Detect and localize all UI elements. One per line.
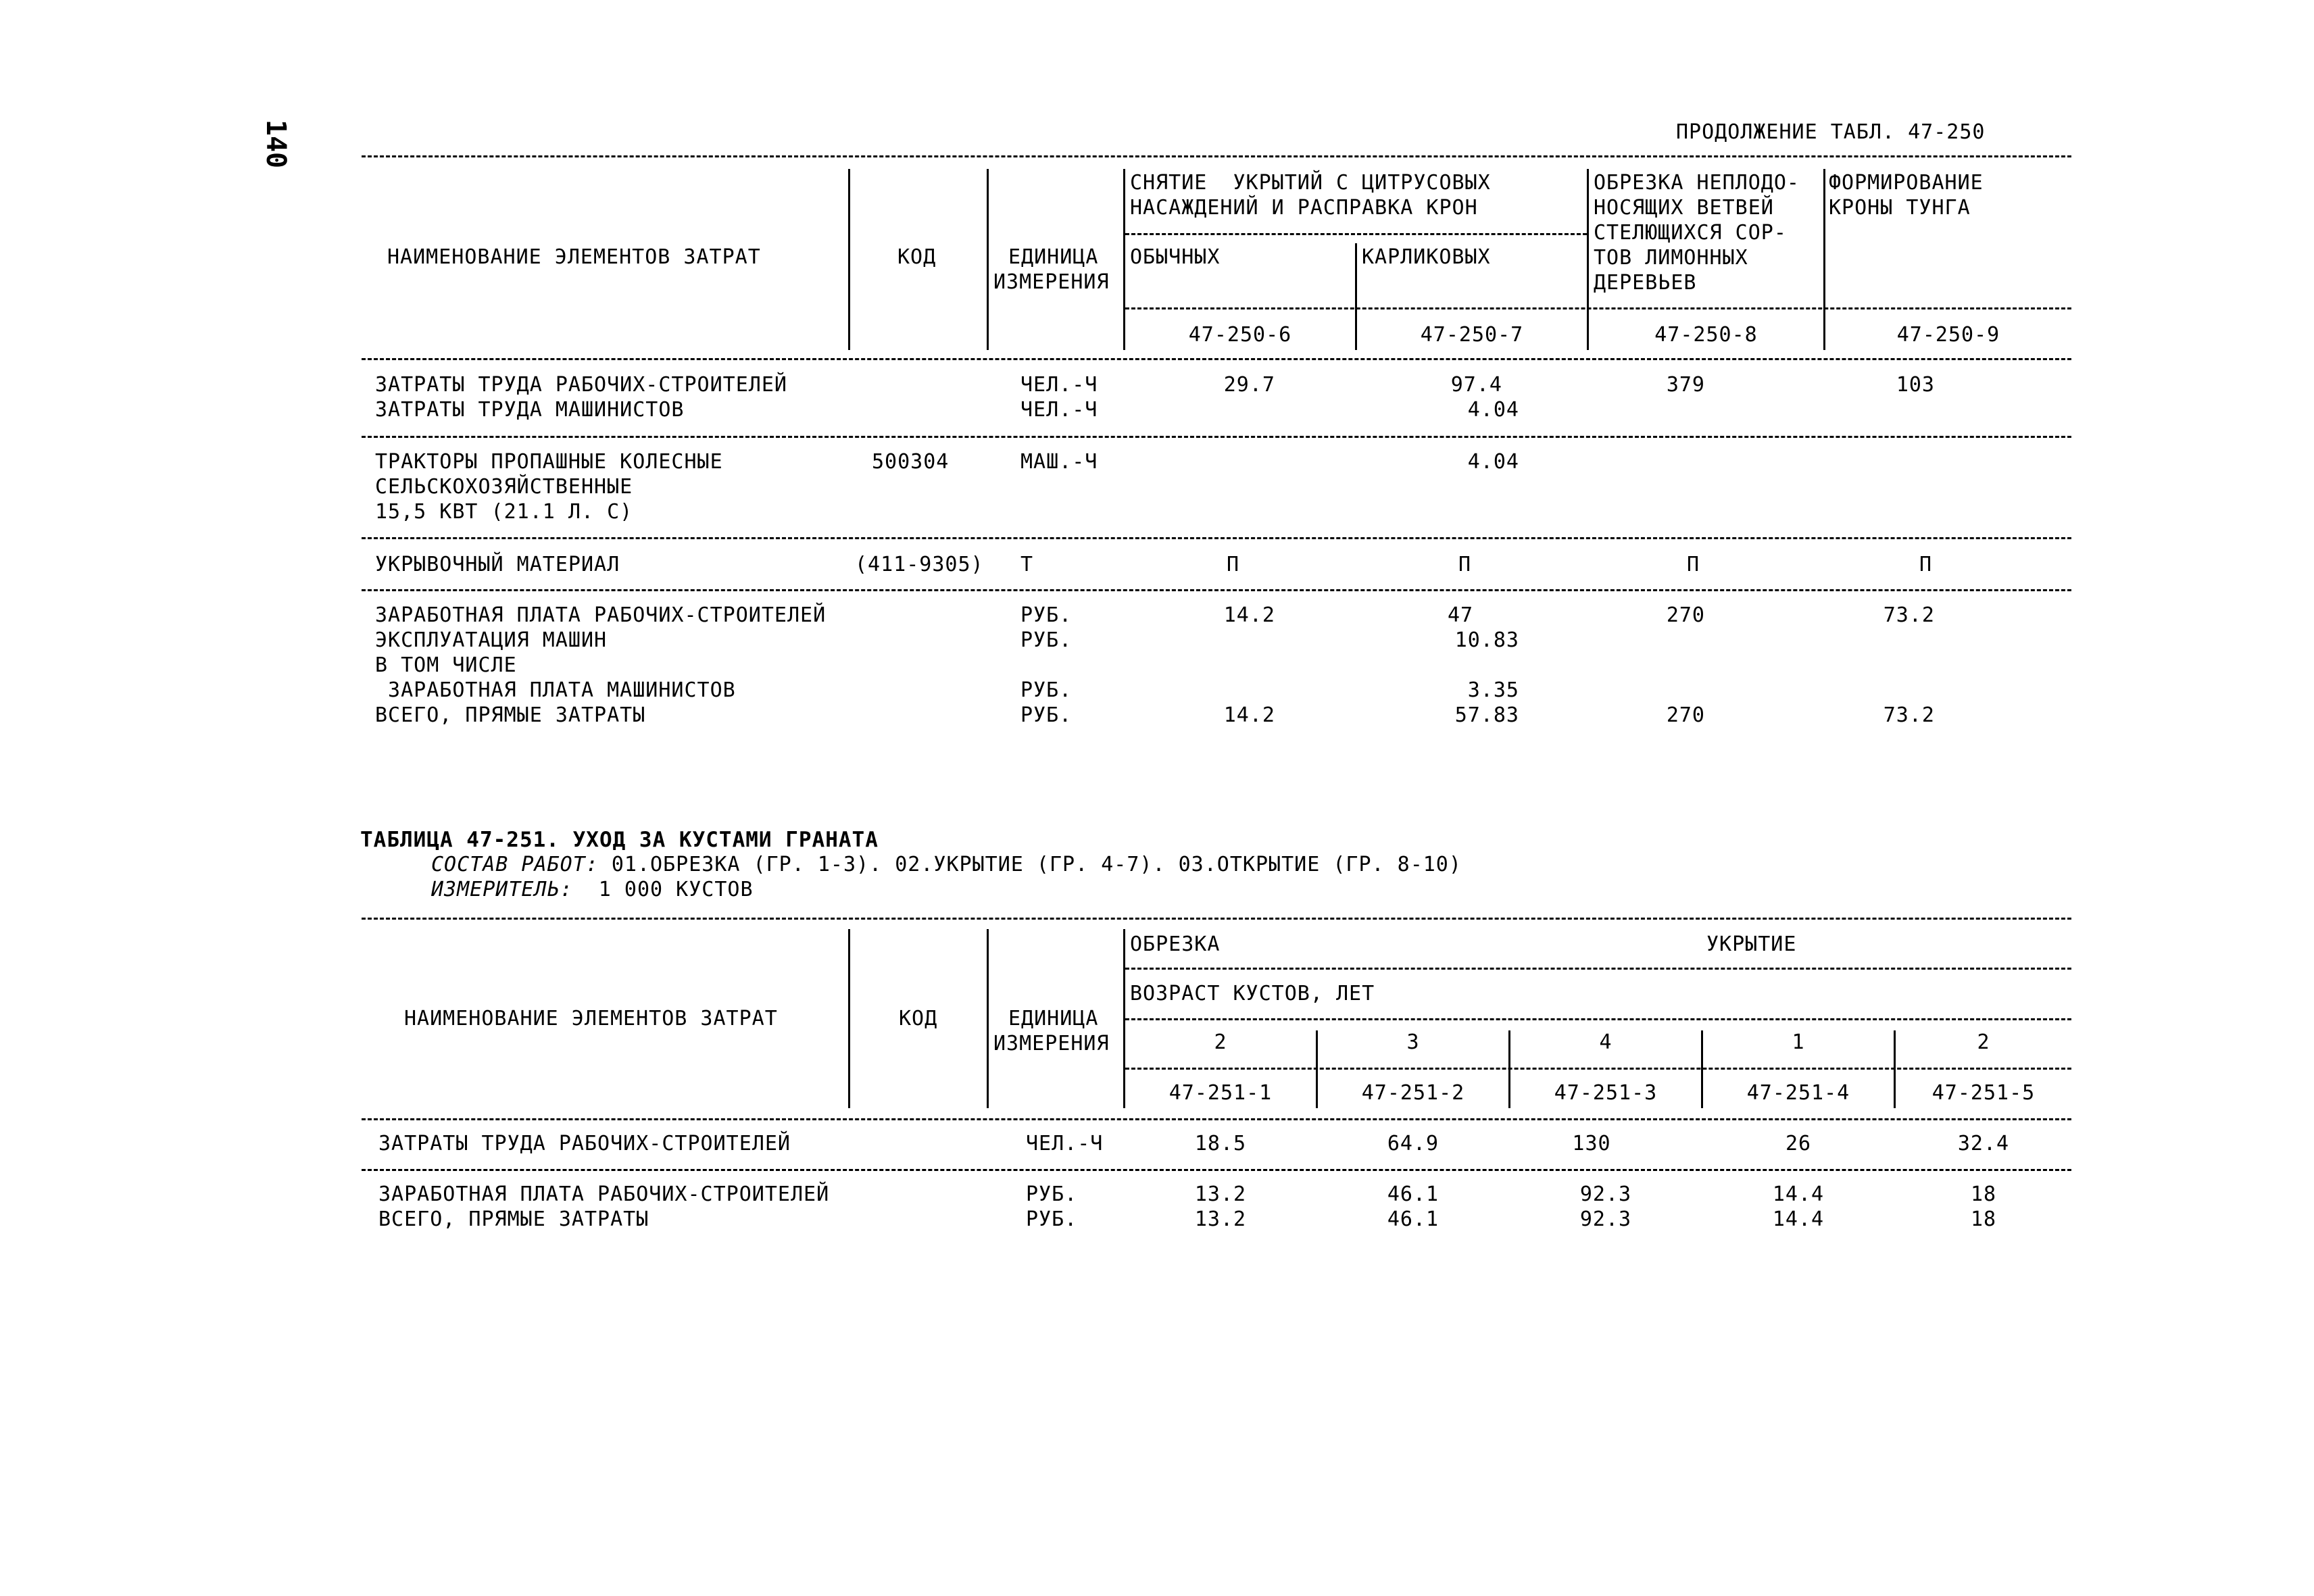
table1-group-header: ДЕРЕВЬЕВ xyxy=(1594,271,1697,295)
row-value: 18.5 xyxy=(1194,1132,1247,1155)
row-value: 92.3 xyxy=(1579,1182,1632,1206)
row-value: 130 xyxy=(1572,1132,1611,1155)
row-name: 15,5 КВТ (21.1 Л. С) xyxy=(375,500,633,524)
table2-age: 1 xyxy=(1792,1030,1805,1054)
table2-header-divider xyxy=(987,929,989,1108)
row-unit: РУБ. xyxy=(1020,628,1073,652)
table2-composition xyxy=(431,853,1462,877)
row-value: 32.4 xyxy=(1957,1132,2010,1155)
row-value: 3.35 xyxy=(1467,678,1519,702)
table2-row-rule xyxy=(362,1169,2071,1171)
row-value: 73.2 xyxy=(1883,703,1935,727)
row-value: 14.2 xyxy=(1223,603,1275,627)
table2-header-rule xyxy=(1125,1068,2071,1070)
table1-column-code: 47-250-7 xyxy=(1420,323,1524,347)
row-name: ЗАРАБОТНАЯ ПЛАТА МАШИНИСТОВ xyxy=(375,678,736,702)
table2-column-code: 47-251-2 xyxy=(1361,1081,1465,1105)
row-unit: РУБ. xyxy=(1026,1207,1078,1231)
table1-header-divider xyxy=(848,169,850,350)
table2-header-unit: ЕДИНИЦА xyxy=(1008,1007,1099,1030)
composition-label: СОСТАВ РАБОТ: xyxy=(431,853,599,876)
table1-header-code: КОД xyxy=(897,245,937,269)
table2-header-bottom-rule xyxy=(362,1118,2071,1120)
row-unit: Т xyxy=(1020,553,1034,576)
row-name: ТРАКТОРЫ ПРОПАШНЫЕ КОЛЕСНЫЕ xyxy=(375,450,723,474)
table1-column-code: 47-250-9 xyxy=(1896,323,2000,347)
row-value: П xyxy=(1227,553,1240,576)
row-value: 14.4 xyxy=(1772,1182,1825,1206)
row-code: (411-9305) xyxy=(855,553,984,576)
table2-column-code: 47-251-1 xyxy=(1168,1081,1273,1105)
row-value: 13.2 xyxy=(1194,1207,1247,1231)
table2-header-divider xyxy=(848,929,850,1108)
table2-age: 2 xyxy=(1977,1030,1990,1054)
row-value: 26 xyxy=(1785,1132,1812,1155)
table2-age: 3 xyxy=(1406,1030,1420,1054)
meter-text: 1 000 КУСТОВ xyxy=(572,878,754,901)
row-name: ВСЕГО, ПРЯМЫЕ ЗАТРАТЫ xyxy=(378,1207,649,1231)
table1-row-rule xyxy=(362,436,2071,438)
table2-column-code: 47-251-4 xyxy=(1746,1081,1850,1105)
row-unit: ЧЕЛ.-Ч xyxy=(1020,373,1098,397)
table1-group-header: СНЯТИЕ УКРЫТИЙ С ЦИТРУСОВЫХ xyxy=(1130,171,1491,195)
row-value: 57.83 xyxy=(1454,703,1519,727)
table1-top-rule xyxy=(362,155,2071,157)
row-unit: РУБ. xyxy=(1020,703,1073,727)
table1-subgroup-header: ОБЫЧНЫХ xyxy=(1130,245,1221,269)
table2-top-rule xyxy=(362,918,2071,920)
row-value: 73.2 xyxy=(1883,603,1935,627)
row-name: ЗАТРАТЫ ТРУДА РАБОЧИХ-СТРОИТЕЛЕЙ xyxy=(375,373,787,397)
table2-header-rule xyxy=(1125,968,2071,970)
row-value: 29.7 xyxy=(1223,373,1275,397)
row-value: 14.2 xyxy=(1223,703,1275,727)
row-unit: МАШ.-Ч xyxy=(1020,450,1098,474)
table1-header-unit: ЕДИНИЦА xyxy=(1008,245,1099,269)
row-value: 10.83 xyxy=(1454,628,1519,652)
table1-header-rule xyxy=(1125,233,1587,235)
table-continuation-label: ПРОДОЛЖЕНИЕ ТАБЛ. 47-250 xyxy=(1676,120,1986,144)
row-value: 18 xyxy=(1970,1207,1997,1231)
table1-group-header: СТЕЛЮЩИХСЯ СОР- xyxy=(1594,221,1787,245)
row-name: ЗАТРАТЫ ТРУДА МАШИНИСТОВ xyxy=(375,398,685,422)
table1-group-header: ФОРМИРОВАНИЕ xyxy=(1829,171,1984,195)
table1-group-header: НОСЯЩИХ ВЕТВЕЙ xyxy=(1594,196,1774,220)
row-name: СЕЛЬСКОХОЗЯЙСТВЕННЫЕ xyxy=(375,475,633,499)
row-unit: ЧЕЛ.-Ч xyxy=(1026,1132,1104,1155)
table1-group-header: КРОНЫ ТУНГА xyxy=(1829,196,1971,220)
table2-age: 2 xyxy=(1214,1030,1227,1054)
table1-group-header: ТОВ ЛИМОННЫХ xyxy=(1594,246,1748,270)
table2-group-header: ОБРЕЗКА xyxy=(1130,932,1221,956)
row-unit: РУБ. xyxy=(1026,1182,1078,1206)
table1-header-rule xyxy=(1125,307,2071,309)
row-value: 13.2 xyxy=(1194,1182,1247,1206)
row-name: ВСЕГО, ПРЯМЫЕ ЗАТРАТЫ xyxy=(375,703,646,727)
table1-row-rule xyxy=(362,537,2071,539)
table2-age: 4 xyxy=(1599,1030,1613,1054)
table2-header-rule xyxy=(1125,1018,2071,1020)
table2-age-header: ВОЗРАСТ КУСТОВ, ЛЕТ xyxy=(1130,982,1375,1005)
table1-header-divider xyxy=(987,169,989,350)
row-value: П xyxy=(1458,553,1472,576)
row-value: 18 xyxy=(1970,1182,1997,1206)
table2-column-code: 47-251-5 xyxy=(1931,1081,2036,1105)
table2-header-code: КОД xyxy=(899,1007,938,1030)
row-value: 64.9 xyxy=(1387,1132,1439,1155)
table2-title: ТАБЛИЦА 47-251. УХОД ЗА КУСТАМИ ГРАНАТА xyxy=(360,828,879,852)
row-code: 500304 xyxy=(872,450,950,474)
composition-text: 01.ОБРЕЗКА (ГР. 1-3). 02.УКРЫТИЕ (ГР. 4-7). 03.ОТКРЫТИЕ (ГР. 8-10) xyxy=(598,853,1462,876)
row-value: 46.1 xyxy=(1387,1207,1439,1231)
row-name: ЭКСПЛУАТАЦИЯ МАШИН xyxy=(375,628,608,652)
row-value: 97.4 xyxy=(1450,373,1502,397)
row-unit: ЧЕЛ.-Ч xyxy=(1020,398,1098,422)
table2-header-unit: ИЗМЕРЕНИЯ xyxy=(993,1032,1110,1055)
row-value: 270 xyxy=(1666,703,1705,727)
row-name: ЗАРАБОТНАЯ ПЛАТА РАБОЧИХ-СТРОИТЕЛЕЙ xyxy=(378,1182,830,1206)
table1-header-bottom-rule xyxy=(362,358,2071,360)
table2-group-header: УКРЫТИЕ xyxy=(1706,932,1797,956)
row-name: ЗАТРАТЫ ТРУДА РАБОЧИХ-СТРОИТЕЛЕЙ xyxy=(378,1132,791,1155)
table1-header-unit: ИЗМЕРЕНИЯ xyxy=(993,270,1110,294)
page-number: 140 xyxy=(260,119,292,169)
row-value: П xyxy=(1919,553,1933,576)
table1-column-code: 47-250-6 xyxy=(1188,323,1292,347)
table1-group-header: НАСАЖДЕНИЙ И РАСПРАВКА КРОН xyxy=(1130,196,1478,220)
table2-meter xyxy=(431,878,754,902)
row-name: В ТОМ ЧИСЛЕ xyxy=(375,653,517,677)
meter-label: ИЗМЕРИТЕЛЬ: xyxy=(431,878,573,901)
row-value: 14.4 xyxy=(1772,1207,1825,1231)
table2-header-name: НАИМЕНОВАНИЕ ЭЛЕМЕНТОВ ЗАТРАТ xyxy=(404,1007,778,1030)
row-value: П xyxy=(1687,553,1700,576)
row-value: 4.04 xyxy=(1467,398,1519,422)
row-unit: РУБ. xyxy=(1020,603,1073,627)
table1-column-code: 47-250-8 xyxy=(1654,323,1758,347)
row-name: УКРЫВОЧНЫЙ МАТЕРИАЛ xyxy=(375,553,620,576)
table2-column-code: 47-251-3 xyxy=(1554,1081,1658,1105)
table1-header-name: НАИМЕНОВАНИЕ ЭЛЕМЕНТОВ ЗАТРАТ xyxy=(387,245,761,269)
row-value: 379 xyxy=(1666,373,1705,397)
row-value: 4.04 xyxy=(1467,450,1519,474)
row-value: 270 xyxy=(1666,603,1705,627)
table1-subgroup-header: КАРЛИКОВЫХ xyxy=(1362,245,1491,269)
row-value: 92.3 xyxy=(1579,1207,1632,1231)
row-value: 47 xyxy=(1448,603,1474,627)
row-value: 46.1 xyxy=(1387,1182,1439,1206)
row-unit: РУБ. xyxy=(1020,678,1073,702)
table1-row-rule xyxy=(362,589,2071,591)
table1-group-header: ОБРЕЗКА НЕПЛОДО- xyxy=(1594,171,1800,195)
row-value: 103 xyxy=(1896,373,1935,397)
row-name: ЗАРАБОТНАЯ ПЛАТА РАБОЧИХ-СТРОИТЕЛЕЙ xyxy=(375,603,827,627)
